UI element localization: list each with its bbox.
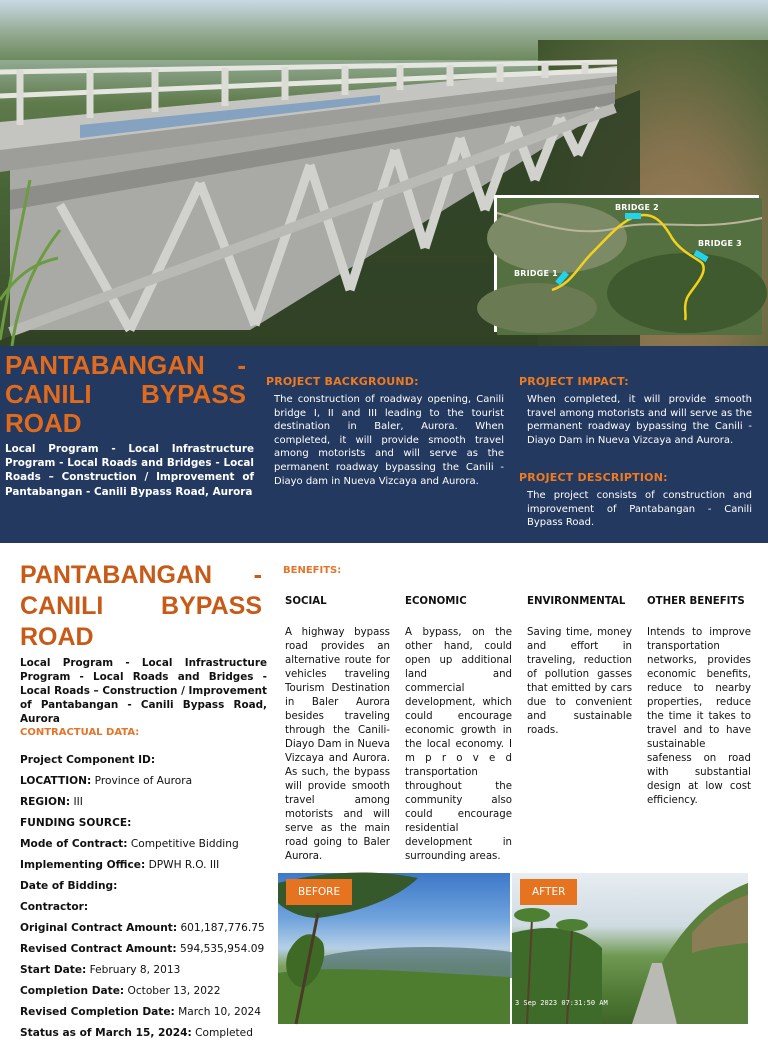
contractual-data-heading: CONTRACTUAL DATA: <box>20 727 140 738</box>
contract-row <box>20 792 270 813</box>
contract-value: Province of Aurora <box>94 775 193 787</box>
contract-row <box>20 855 270 876</box>
contract-value: March 10, 2024 <box>178 1006 261 1018</box>
project-background-heading: PROJECT BACKGROUND: <box>266 375 419 388</box>
benefit-text: A bypass, on the other hand, could open up additional land and commercial development, which could encourage economic growth in the local economy. I m p r o v e d transportation throughout the community also could encourage residential development in surrounding areas. <box>405 627 512 862</box>
benefit-heading: SOCIAL <box>285 596 327 607</box>
contract-label: Mode of Contract: <box>20 838 128 850</box>
benefit-text: Intends to improve transportation networks, provides economic benefits, reduce to nearby properties, reduce the time it takes to travel and to have sustainable safeness on road with substantial design at low cost efficiency. <box>647 627 751 806</box>
project-description-heading: PROJECT DESCRIPTION: <box>519 471 668 484</box>
benefit-text: Saving time, money and effort in traveling, reduction of pollution gasses that emitted by cars due to convenient and sustainable roads. <box>527 627 632 736</box>
contract-value: October 13, 2022 <box>127 985 221 997</box>
after-photo <box>512 873 748 1024</box>
benefit-heading: ECONOMIC <box>405 596 467 607</box>
contract-row <box>20 1002 270 1023</box>
project-banner <box>0 346 768 543</box>
contract-row <box>20 771 270 792</box>
benefit-heading: OTHER BENEFITS <box>647 596 745 607</box>
contract-label: REGION: <box>20 796 71 808</box>
project-impact-heading: PROJECT IMPACT: <box>519 375 629 388</box>
after-photo-timestamp: 3 Sep 2023 07:31:50 AM <box>515 999 608 1007</box>
contract-value: DPWH R.O. III <box>148 859 220 871</box>
contract-value: Competitive Bidding <box>130 838 239 850</box>
before-photo <box>278 873 510 1024</box>
contract-row <box>20 897 270 918</box>
contract-label: Start Date: <box>20 964 87 976</box>
contract-row <box>20 939 270 960</box>
contract-label: Status as of March 15, 2024: <box>20 1027 192 1039</box>
benefit-environmental <box>527 596 632 738</box>
contract-label: Completion Date: <box>20 985 125 997</box>
after-label: AFTER <box>520 879 577 905</box>
benefit-text: A highway bypass road provides an alternative route for vehicles traveling Tourism Destination in Baler Aurora besides traveling through the Canili-Diayo Dam in Nueva Vizcaya and Aurora. As such, the bypass will provide smooth travel among motorists and will serve as the main road going to Baler Aurora. <box>285 627 390 862</box>
contract-label: FUNDING SOURCE: <box>20 817 132 829</box>
contract-row <box>20 918 270 939</box>
map-label-bridge-1: BRIDGE 1 <box>514 269 558 278</box>
contract-row <box>20 813 270 834</box>
contract-value: 594,535,954.09 <box>179 943 265 955</box>
contract-row <box>20 1023 270 1044</box>
lower-subtitle: Local Program - Local Infrastructure Program - Local Roads and Bridges - Local Roads – Construction / Improvement of Pantabangan - Canili Bypass Road, Aurora <box>20 657 267 725</box>
contract-value: III <box>73 796 83 808</box>
contract-label: Project Component ID: <box>20 754 156 766</box>
banner-title: PANTABANGAN - CANILI BYPASS ROAD <box>5 350 246 438</box>
project-background-text: The construction of roadway opening, Canili bridge I, II and III leading to the tourist destination in Baler, Aurora. When completed, it will provide smooth travel among motorists and will serve as the permanent roadway bypassing the Canili - Diayo dam in Nueva Vizcaya and Aurora. <box>274 394 504 487</box>
map-label-bridge-2: BRIDGE 2 <box>615 203 659 212</box>
contract-label: Revised Completion Date: <box>20 1006 175 1018</box>
contract-label: Revised Contract Amount: <box>20 943 177 955</box>
contract-label: Original Contract Amount: <box>20 922 178 934</box>
contract-row <box>20 834 270 855</box>
benefit-other <box>647 596 751 808</box>
contract-label: Implementing Office: <box>20 859 146 871</box>
contract-label: Contractor: <box>20 901 89 913</box>
project-description-text: The project consists of construction and improvement of Pantabangan - Canili Bypass Road. <box>527 490 752 529</box>
contract-row <box>20 960 270 981</box>
benefits-heading: BENEFITS: <box>283 565 342 576</box>
project-impact-text: When completed, it will provide smooth travel among motorists and will serve as the permanent roadway bypassing the Canili - Diayo Dam in Nueva Vizcaya and Aurora. <box>527 394 752 446</box>
contract-row <box>20 981 270 1002</box>
banner-subtitle: Local Program - Local Infrastructure Program - Local Roads and Bridges - Local Roads – Construction / Improvement of Pantabangan - Canili Bypass Road, Aurora <box>5 443 254 498</box>
route-map-inset <box>494 195 759 332</box>
contract-value: February 8, 2013 <box>89 964 181 976</box>
hero-bridge-photo <box>0 0 768 346</box>
route-map <box>497 198 762 335</box>
contract-row <box>20 750 270 771</box>
contract-value: Completed <box>195 1027 253 1039</box>
benefit-heading: ENVIRONMENTAL <box>527 596 626 607</box>
contract-label: LOCATTION: <box>20 775 92 787</box>
contract-data-list <box>20 750 270 1044</box>
lower-title: PANTABANGAN - CANILI BYPASS ROAD <box>20 561 262 651</box>
benefit-social <box>285 596 390 864</box>
map-label-bridge-3: BRIDGE 3 <box>698 239 742 248</box>
before-label: BEFORE <box>286 879 352 905</box>
contract-value: 601,187,776.75 <box>180 922 265 934</box>
contract-label: Date of Bidding: <box>20 880 118 892</box>
benefit-economic <box>405 596 512 864</box>
contract-row <box>20 876 270 897</box>
